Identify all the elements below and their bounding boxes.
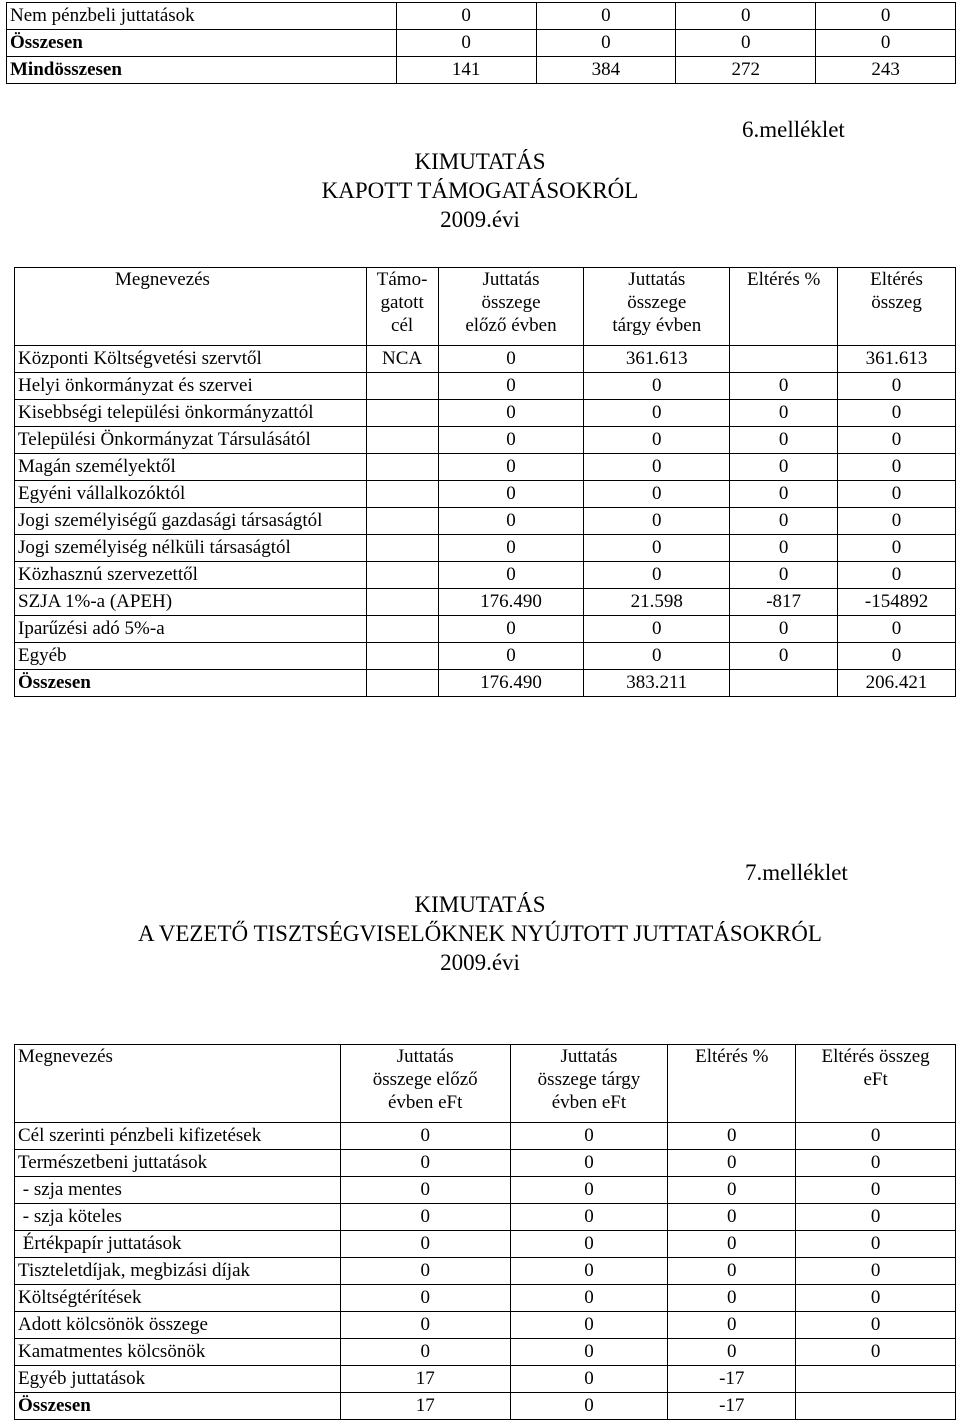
- annex-6-label: 6.melléklet: [742, 117, 845, 142]
- benefit-row-value: 0: [510, 1123, 668, 1150]
- benefit-row-value: 0: [510, 1258, 668, 1285]
- support-row-curr: 0: [584, 562, 730, 589]
- support-row-diff-amt: 206.421: [838, 670, 956, 697]
- benefit-row-value: 0: [796, 1177, 956, 1204]
- benefit-row-value: 0: [510, 1150, 668, 1177]
- summary-row-label: Nem pénzbeli juttatások: [7, 3, 397, 30]
- benefits-col-diff-amt: [796, 1045, 956, 1123]
- support-row-curr: 361.613: [584, 346, 730, 373]
- support-row-curr: 0: [584, 535, 730, 562]
- support-row-target: NCA: [366, 346, 438, 373]
- benefit-row-value: 0: [340, 1123, 510, 1150]
- benefit-row: [15, 1150, 956, 1177]
- support-row: [15, 454, 956, 481]
- benefit-row-value: 0: [510, 1393, 668, 1420]
- support-row-target: [366, 535, 438, 562]
- support-row-diff-pct: 0: [730, 400, 838, 427]
- summary-row-value: 243: [816, 57, 956, 84]
- annex-7-title-line-1: KIMUTATÁS: [414, 892, 546, 917]
- benefit-row-label: Természetbeni juttatások: [15, 1150, 341, 1177]
- benefit-row-value: 0: [510, 1312, 668, 1339]
- support-row-curr: 0: [584, 373, 730, 400]
- benefit-row-value: 0: [668, 1150, 796, 1177]
- support-col-diff-amt-text: Eltérés összeg: [870, 269, 923, 313]
- support-row-diff-amt: 0: [838, 535, 956, 562]
- benefit-row-value: 0: [668, 1204, 796, 1231]
- benefit-row-value: 0: [510, 1339, 668, 1366]
- support-row-prev: 0: [438, 535, 584, 562]
- support-row-label: SZJA 1%-a (APEH): [15, 589, 367, 616]
- summary-row: [7, 30, 956, 57]
- support-row-diff-pct: 0: [730, 562, 838, 589]
- support-row-diff-amt: 0: [838, 427, 956, 454]
- support-row-label: Egyéni vállalkozóktól: [15, 481, 367, 508]
- support-row-prev: 176.490: [438, 589, 584, 616]
- benefit-row-value: 0: [796, 1123, 956, 1150]
- support-row: [15, 535, 956, 562]
- support-row: [15, 589, 956, 616]
- support-row-target: [366, 508, 438, 535]
- summary-row-value: 0: [536, 3, 676, 30]
- support-row-curr: 21.598: [584, 589, 730, 616]
- benefit-row-value: 0: [340, 1258, 510, 1285]
- benefit-row: [15, 1123, 956, 1150]
- support-row-diff-amt: 0: [838, 643, 956, 670]
- support-row-target: [366, 562, 438, 589]
- benefit-row-value: 0: [340, 1204, 510, 1231]
- support-row-prev: 0: [438, 454, 584, 481]
- benefit-row-value: 0: [510, 1204, 668, 1231]
- top-summary-table: [6, 2, 956, 84]
- support-row: [15, 400, 956, 427]
- support-col-diff-pct-text: Eltérés %: [746, 269, 821, 290]
- support-row-curr: 0: [584, 643, 730, 670]
- benefit-row-label: Egyéb juttatások: [15, 1366, 341, 1393]
- benefit-row-label: Tiszteletdíjak, megbizási díjak: [15, 1258, 341, 1285]
- support-row-diff-pct: [730, 670, 838, 697]
- benefit-row-value: 0: [796, 1231, 956, 1258]
- annex-7-title-line-2: A VEZETŐ TISZTSÉGVISELŐKNEK NYÚJTOTT JUTTATÁSOKRÓL: [138, 921, 822, 946]
- benefit-row-value: 0: [340, 1177, 510, 1204]
- benefit-row-value: 0: [340, 1150, 510, 1177]
- benefit-row-value: 0: [668, 1339, 796, 1366]
- benefit-row-value: 17: [340, 1366, 510, 1393]
- benefit-row-value: -17: [668, 1366, 796, 1393]
- support-row-diff-amt: 361.613: [838, 346, 956, 373]
- support-row: [15, 481, 956, 508]
- benefit-row-value: 0: [668, 1258, 796, 1285]
- support-row: [15, 373, 956, 400]
- benefit-row-value: -17: [668, 1393, 796, 1420]
- support-row: [15, 562, 956, 589]
- support-row-diff-amt: 0: [838, 562, 956, 589]
- support-table-header: [15, 268, 956, 346]
- support-row-diff-pct: 0: [730, 373, 838, 400]
- annex-7-label: 7.melléklet: [745, 860, 848, 885]
- benefit-row: [15, 1231, 956, 1258]
- support-row-diff-pct: 0: [730, 508, 838, 535]
- support-row-label: Jogi személyiség nélküli társaságtól: [15, 535, 367, 562]
- summary-row-value: 272: [676, 57, 816, 84]
- benefit-row: [15, 1366, 956, 1393]
- support-row-label: Összesen: [15, 670, 367, 697]
- support-row-diff-amt: 0: [838, 481, 956, 508]
- support-row-prev: 0: [438, 427, 584, 454]
- benefit-row-label: Összesen: [15, 1393, 341, 1420]
- benefit-row-value: 0: [796, 1312, 956, 1339]
- support-row-target: [366, 400, 438, 427]
- annex-7-title: [20, 890, 940, 977]
- support-row: [15, 643, 956, 670]
- summary-row-value: 0: [816, 3, 956, 30]
- benefit-row: [15, 1204, 956, 1231]
- support-row-curr: 383.211: [584, 670, 730, 697]
- benefit-row-label: - szja mentes: [15, 1177, 341, 1204]
- benefit-row-label: - szja köteles: [15, 1204, 341, 1231]
- benefit-row: [15, 1393, 956, 1420]
- support-col-prev: [438, 268, 584, 346]
- benefits-col-diff-pct-text: Eltérés %: [695, 1046, 769, 1067]
- summary-row-value: 0: [816, 30, 956, 57]
- benefits-col-name: Megnevezés: [15, 1045, 341, 1123]
- support-row-target: [366, 643, 438, 670]
- benefits-col-diff-amt-text: Eltérés összeg eFt: [821, 1046, 930, 1090]
- support-col-curr: [584, 268, 730, 346]
- summary-row-value: 0: [396, 30, 536, 57]
- benefit-row-value: 0: [668, 1312, 796, 1339]
- benefits-col-curr: [510, 1045, 668, 1123]
- support-row-prev: 0: [438, 373, 584, 400]
- support-col-target: [366, 268, 438, 346]
- support-row-diff-pct: -817: [730, 589, 838, 616]
- top-summary-body: [7, 3, 956, 84]
- benefits-col-curr-text: Juttatás összege tárgy évben eFt: [537, 1046, 641, 1113]
- support-row: [15, 427, 956, 454]
- support-row-prev: 0: [438, 508, 584, 535]
- summary-row-value: 384: [536, 57, 676, 84]
- support-row-diff-pct: 0: [730, 535, 838, 562]
- annex-6-title-line-2: KAPOTT TÁMOGATÁSOKRÓL: [321, 178, 639, 203]
- support-row-curr: 0: [584, 454, 730, 481]
- benefit-row-value: 0: [668, 1231, 796, 1258]
- support-row-diff-amt: 0: [838, 454, 956, 481]
- support-row-curr: 0: [584, 400, 730, 427]
- support-row: [15, 346, 956, 373]
- benefit-row-value: 0: [668, 1123, 796, 1150]
- support-row-target: [366, 589, 438, 616]
- benefits-col-diff-pct: [668, 1045, 796, 1123]
- benefit-row-value: 17: [340, 1393, 510, 1420]
- summary-row-label: Összesen: [7, 30, 397, 57]
- benefit-row: [15, 1339, 956, 1366]
- benefit-row-value: 0: [796, 1258, 956, 1285]
- support-row-label: Központi Költségvetési szervtől: [15, 346, 367, 373]
- support-col-target-text: Támo- gatott cél: [376, 269, 428, 336]
- benefit-row-value: [796, 1366, 956, 1393]
- benefits-table-body: [15, 1123, 956, 1420]
- benefit-row: [15, 1285, 956, 1312]
- support-row-diff-amt: 0: [838, 508, 956, 535]
- benefits-col-prev: [340, 1045, 510, 1123]
- support-row-label: Jogi személyiségű gazdasági társaságtól: [15, 508, 367, 535]
- annex-6-title-line-1: KIMUTATÁS: [414, 149, 546, 174]
- annex-6-title-line-3: 2009.évi: [440, 207, 520, 232]
- support-row-prev: 0: [438, 346, 584, 373]
- support-row-prev: 176.490: [438, 670, 584, 697]
- support-row-curr: 0: [584, 508, 730, 535]
- support-col-name: Megnevezés: [15, 268, 367, 346]
- benefit-row-value: 0: [796, 1285, 956, 1312]
- support-row-curr: 0: [584, 481, 730, 508]
- benefits-table: [14, 1044, 956, 1420]
- support-row-target: [366, 670, 438, 697]
- summary-row-value: 0: [676, 30, 816, 57]
- benefit-row: [15, 1258, 956, 1285]
- benefit-row-value: 0: [340, 1285, 510, 1312]
- support-table-body: [15, 346, 956, 697]
- support-row-prev: 0: [438, 562, 584, 589]
- benefit-row-value: 0: [510, 1231, 668, 1258]
- support-row-label: Helyi önkormányzat és szervei: [15, 373, 367, 400]
- support-row-target: [366, 427, 438, 454]
- summary-row-value: 141: [396, 57, 536, 84]
- benefit-row: [15, 1177, 956, 1204]
- benefit-row-value: 0: [510, 1366, 668, 1393]
- support-row-diff-pct: [730, 346, 838, 373]
- support-row: [15, 508, 956, 535]
- benefit-row-value: 0: [340, 1339, 510, 1366]
- summary-row-value: 0: [396, 3, 536, 30]
- benefits-table-header: [15, 1045, 956, 1123]
- support-row-diff-pct: 0: [730, 427, 838, 454]
- support-row-diff-amt: -154892: [838, 589, 956, 616]
- benefit-row: [15, 1312, 956, 1339]
- benefit-row-value: 0: [510, 1285, 668, 1312]
- benefit-row-value: 0: [796, 1339, 956, 1366]
- support-row-prev: 0: [438, 400, 584, 427]
- benefit-row-value: 0: [668, 1177, 796, 1204]
- benefit-row-label: Költségtérítések: [15, 1285, 341, 1312]
- benefit-row-label: Kamatmentes kölcsönök: [15, 1339, 341, 1366]
- support-row: [15, 616, 956, 643]
- support-row-curr: 0: [584, 616, 730, 643]
- benefit-row-value: [796, 1393, 956, 1420]
- summary-row: [7, 3, 956, 30]
- support-row: [15, 670, 956, 697]
- summary-row-label: Mindösszesen: [7, 57, 397, 84]
- support-row-label: Közhasznú szervezettől: [15, 562, 367, 589]
- support-row-target: [366, 616, 438, 643]
- support-row-prev: 0: [438, 643, 584, 670]
- annex-7-title-line-3: 2009.évi: [440, 950, 520, 975]
- support-col-prev-text: Juttatás összege előző évben: [465, 269, 557, 336]
- support-row-diff-amt: 0: [838, 616, 956, 643]
- support-row-diff-pct: 0: [730, 481, 838, 508]
- benefit-row-value: 0: [796, 1204, 956, 1231]
- support-row-prev: 0: [438, 616, 584, 643]
- support-row-diff-amt: 0: [838, 373, 956, 400]
- summary-row-value: 0: [536, 30, 676, 57]
- support-table: [14, 267, 956, 697]
- support-row-diff-amt: 0: [838, 400, 956, 427]
- summary-row: [7, 57, 956, 84]
- benefit-row-label: Adott kölcsönök összege: [15, 1312, 341, 1339]
- support-row-target: [366, 373, 438, 400]
- support-row-curr: 0: [584, 427, 730, 454]
- benefit-row-value: 0: [340, 1231, 510, 1258]
- benefit-row-value: 0: [340, 1312, 510, 1339]
- benefit-row-value: 0: [510, 1177, 668, 1204]
- support-row-label: Települési Önkormányzat Társulásától: [15, 427, 367, 454]
- annex-6-title: [200, 147, 760, 234]
- support-row-diff-pct: 0: [730, 616, 838, 643]
- benefit-row-label: Cél szerinti pénzbeli kifizetések: [15, 1123, 341, 1150]
- benefit-row-value: 0: [668, 1285, 796, 1312]
- support-col-curr-text: Juttatás összege tárgy évben: [612, 269, 702, 336]
- benefit-row-value: 0: [796, 1150, 956, 1177]
- support-row-label: Kisebbségi települési önkormányzattól: [15, 400, 367, 427]
- support-row-label: Iparűzési adó 5%-a: [15, 616, 367, 643]
- benefit-row-label: Értékpapír juttatások: [15, 1231, 341, 1258]
- support-row-target: [366, 481, 438, 508]
- benefits-col-prev-text: Juttatás összege előző évben eFt: [372, 1046, 478, 1113]
- support-row-prev: 0: [438, 481, 584, 508]
- support-row-diff-pct: 0: [730, 643, 838, 670]
- support-row-label: Magán személyektől: [15, 454, 367, 481]
- support-row-target: [366, 454, 438, 481]
- support-col-diff-amt: [838, 268, 956, 346]
- support-col-diff-pct: [730, 268, 838, 346]
- support-row-label: Egyéb: [15, 643, 367, 670]
- support-row-diff-pct: 0: [730, 454, 838, 481]
- summary-row-value: 0: [676, 3, 816, 30]
